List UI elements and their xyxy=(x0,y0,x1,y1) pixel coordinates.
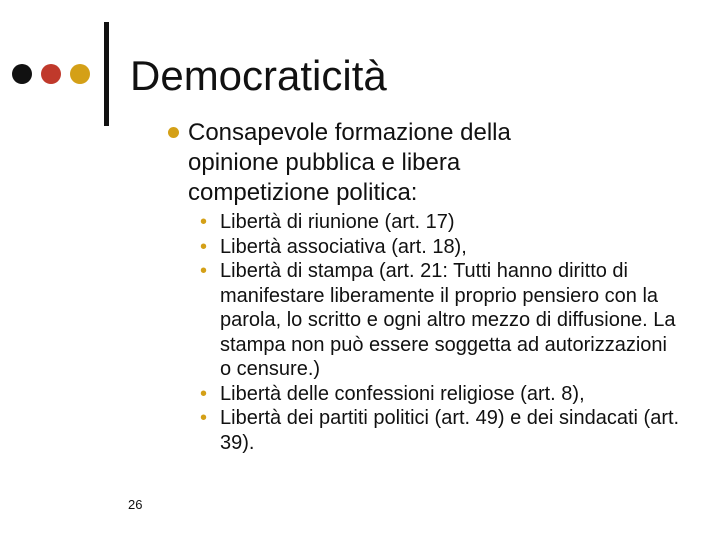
sub-bullet-text: Libertà di stampa (art. 21: Tutti hanno diritto di manifestare liberamente il proprio pensiero con la parola, lo scritto e ogni altro mezzo di diffusione. La stampa non può essere soggetta ad autorizzazioni o censure.) xyxy=(220,260,676,380)
page-number: 26 xyxy=(128,497,143,512)
red-dot xyxy=(41,64,61,84)
sub-bullet-list xyxy=(200,210,680,455)
sub-bullet-item xyxy=(200,210,680,235)
sub-bullet-icon: • xyxy=(200,382,208,405)
sub-bullet-text: Libertà dei partiti politici (art. 49) e dei sindacati (art. 39). xyxy=(220,407,680,454)
sub-bullet-item xyxy=(200,382,680,407)
sub-bullet-text: Libertà associativa (art. 18), xyxy=(220,235,467,258)
bullet-level-1 xyxy=(168,118,588,208)
slide-title: Democraticità xyxy=(130,52,387,99)
sub-bullet-icon: • xyxy=(200,407,208,429)
sub-bullet-item xyxy=(200,406,680,455)
bullet-level-1-text: Consapevole formazione della opinione pubblica e libera competizione politica: xyxy=(188,119,511,206)
sub-bullet-item xyxy=(200,259,680,382)
title-divider xyxy=(104,22,109,126)
sub-bullet-item xyxy=(200,235,680,260)
sub-bullet-icon: • xyxy=(200,235,208,258)
gold-dot xyxy=(70,64,90,84)
sub-bullet-text: Libertà delle confessioni religiose (art. 8), xyxy=(220,382,585,405)
black-dot xyxy=(12,64,32,84)
sub-bullet-icon: • xyxy=(200,211,208,233)
decorative-dots xyxy=(12,64,90,84)
sub-bullet-text: Libertà di riunione (art. 17) xyxy=(220,211,455,233)
sub-bullet-icon: • xyxy=(200,260,208,282)
bullet-dot-icon xyxy=(168,127,179,138)
